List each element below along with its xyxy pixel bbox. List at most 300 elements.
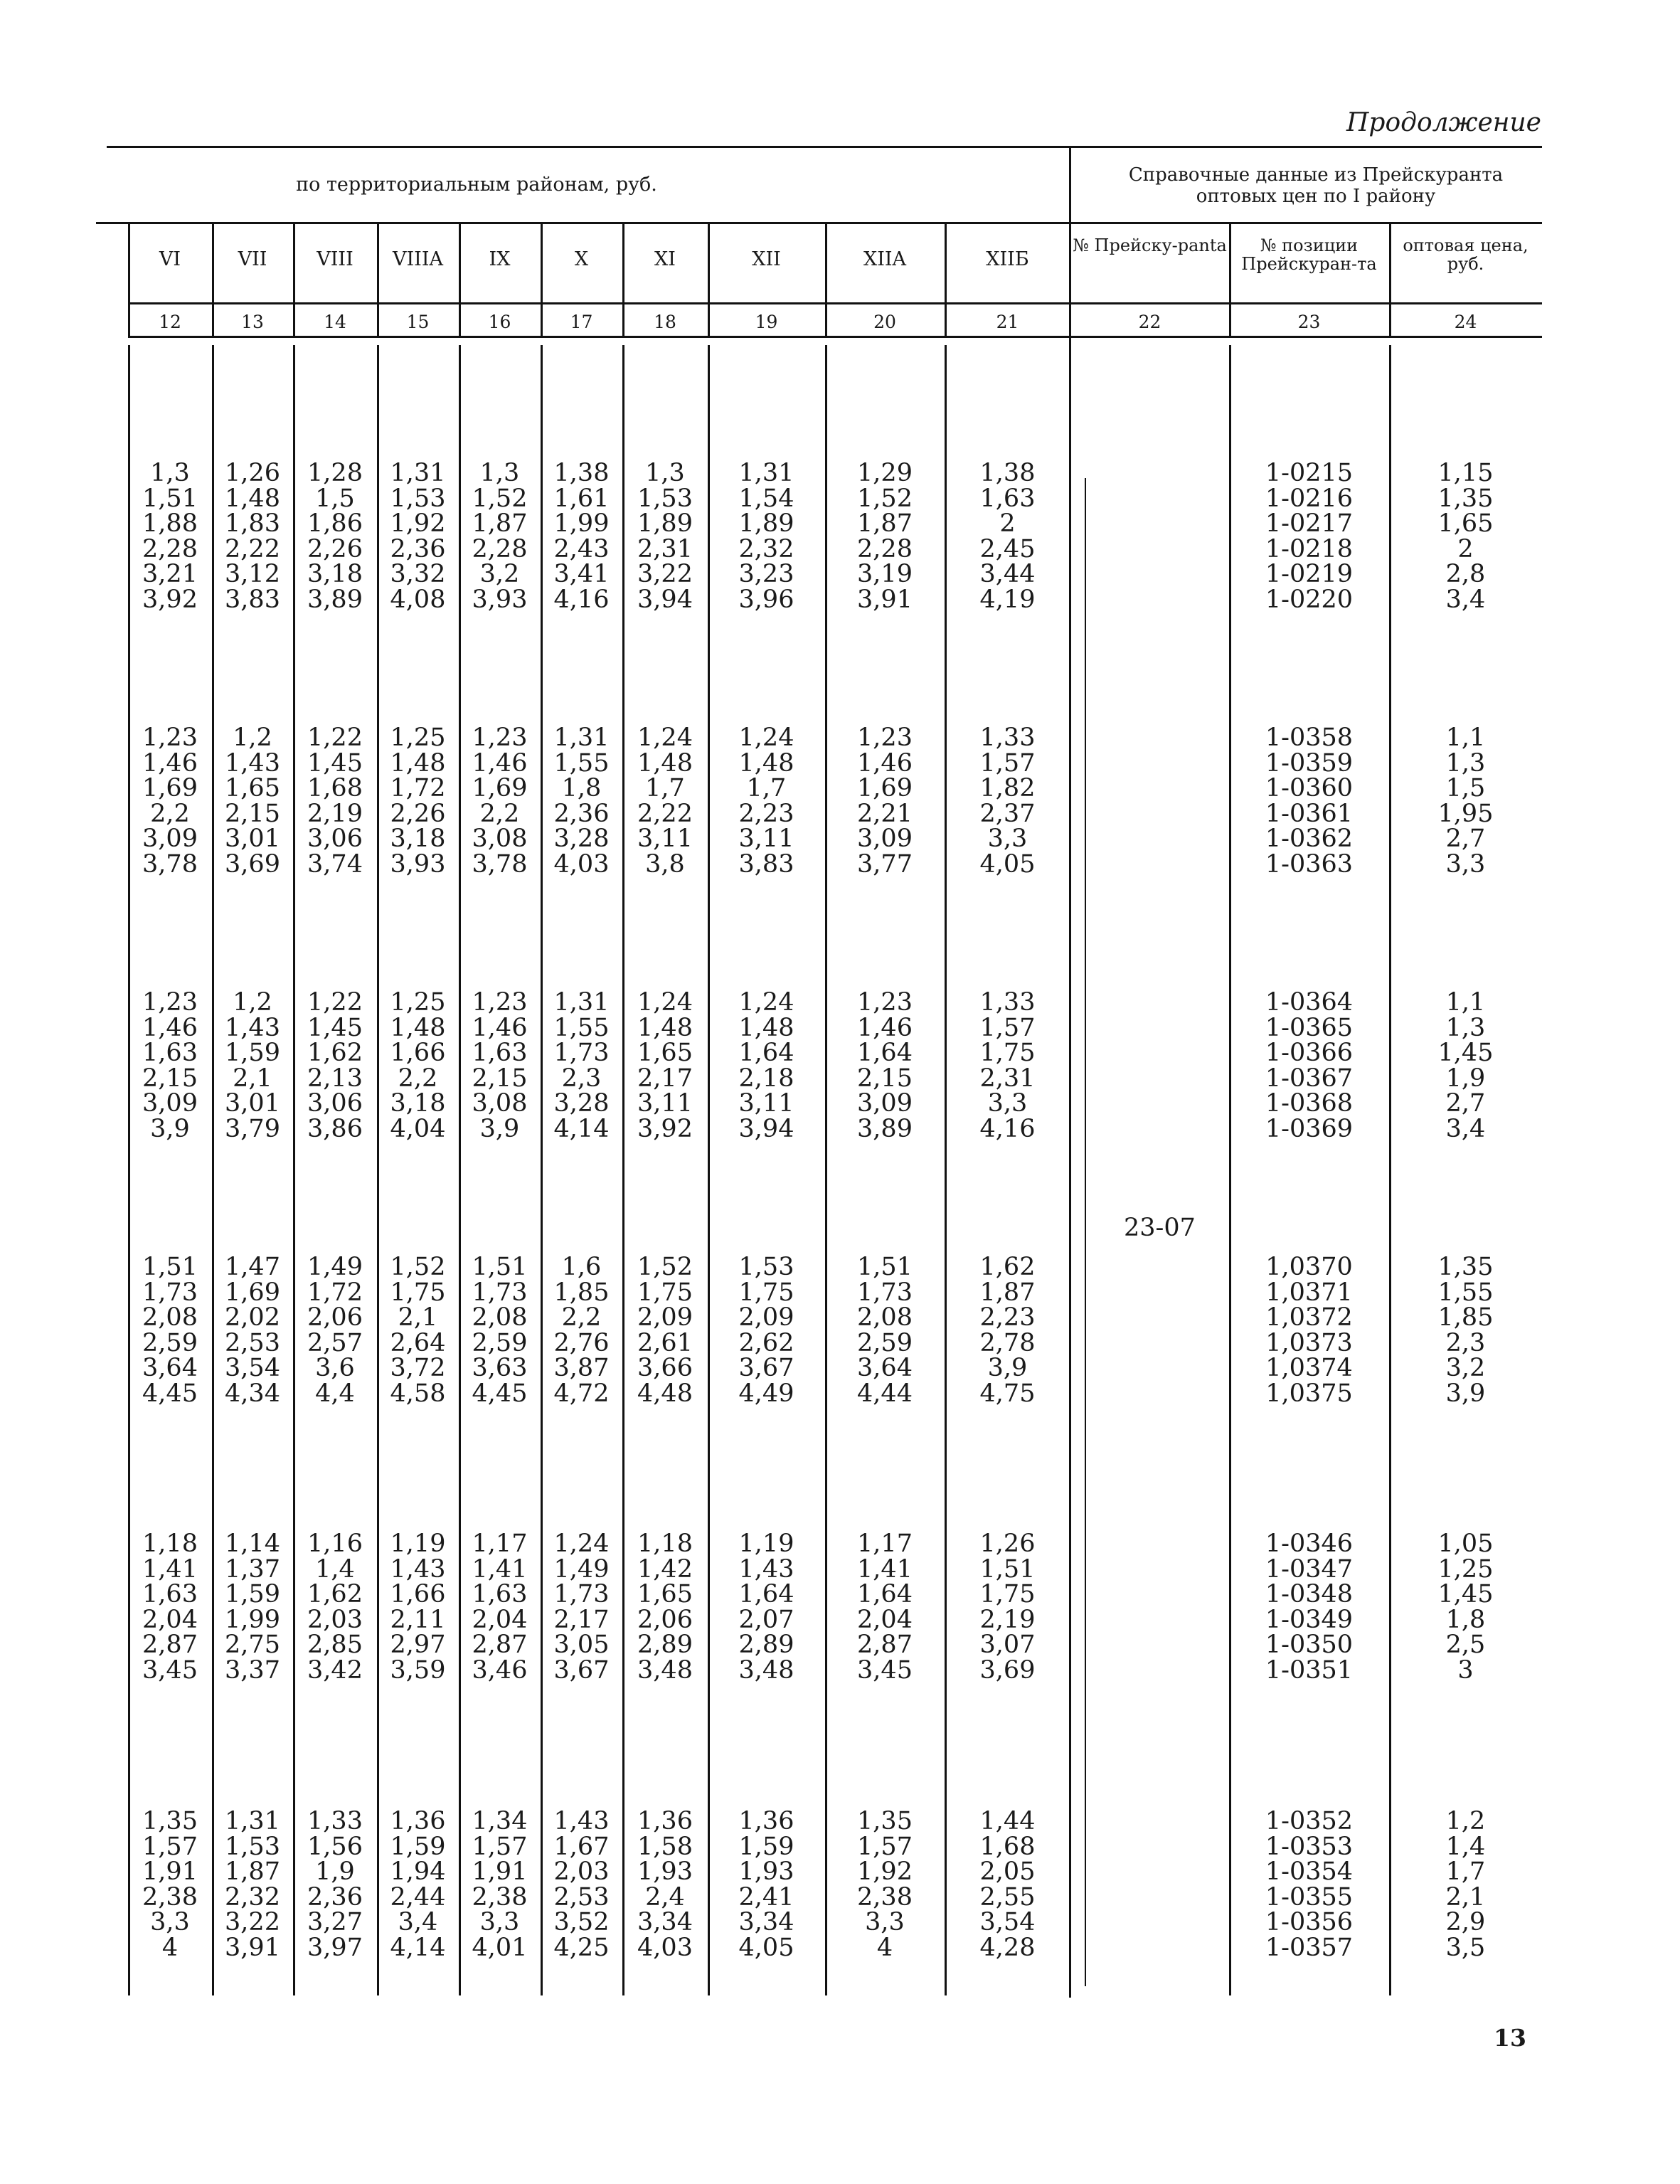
table-cell: 1,53: [390, 484, 446, 513]
table-cell: 1-0350: [1265, 1631, 1354, 1659]
table-cell: 1,24: [553, 1530, 610, 1558]
table-cell: 1,63: [142, 1580, 198, 1608]
table-cell: 2,59: [472, 1328, 528, 1357]
table-cell: 3,3: [865, 1908, 905, 1936]
table-cell: 2,15: [857, 1064, 913, 1093]
header-rule: [96, 222, 1542, 224]
table-cell: 2,55: [979, 1882, 1036, 1912]
table-cell: 1,52: [472, 484, 528, 513]
table-cell: 4,45: [142, 1379, 198, 1408]
table-cell: 3,96: [738, 585, 794, 614]
table-cell: 3,92: [637, 1114, 693, 1143]
table-cell: 2,59: [142, 1328, 198, 1357]
table-cell: 3,91: [225, 1933, 280, 1962]
table-cell: 3,07: [979, 1631, 1036, 1659]
top-rule: [107, 146, 1542, 148]
table-cell: 3,46: [472, 1655, 528, 1685]
page-number: 13: [1494, 2024, 1526, 2052]
table-cell: 3,34: [637, 1908, 693, 1936]
table-cell: 2,41: [738, 1882, 794, 1912]
table-cell: 2,15: [225, 799, 280, 828]
table-cell: 1,0373: [1265, 1328, 1353, 1357]
table-cell: 3,67: [738, 1354, 794, 1382]
table-cell: 3,48: [738, 1655, 794, 1685]
table-cell: 1,16: [307, 1530, 363, 1558]
table-cell: 1,0375: [1265, 1379, 1353, 1408]
table-cell: 1,48: [390, 1013, 446, 1042]
table-cell: 4,48: [637, 1379, 693, 1408]
table-cell: 1-0363: [1265, 849, 1354, 879]
table-cell: 1,69: [472, 774, 528, 802]
table-cell: 1,43: [225, 748, 280, 778]
table-cell: 1,3: [479, 459, 520, 487]
table-cell: 1,85: [553, 1278, 610, 1307]
table-cell: 3,3: [987, 825, 1028, 853]
table-cell: 1,0371: [1265, 1278, 1353, 1307]
table-cell: 4,05: [979, 849, 1036, 879]
table-cell: 3,9: [479, 1114, 520, 1143]
table-cell: 1,58: [637, 1832, 693, 1861]
table-cell: 2,87: [472, 1631, 528, 1659]
table-cell: 2,09: [738, 1303, 794, 1332]
table-cell: 3,69: [979, 1655, 1036, 1685]
table-cell: 1,31: [738, 459, 794, 487]
header-bottom-rule: [128, 302, 1542, 304]
table-cell: 1-0362: [1265, 825, 1354, 853]
table-cell: 1,34: [472, 1807, 528, 1835]
table-cell: 1-0218: [1265, 534, 1354, 563]
table-cell: 2,17: [637, 1064, 693, 1093]
table-cell: 1,18: [637, 1530, 693, 1558]
table-cell: 1,94: [390, 1857, 446, 1886]
table-cell: 2,28: [472, 534, 528, 563]
table-cell: 3,94: [637, 585, 693, 614]
column-header: VI: [159, 248, 181, 270]
column-number: 21: [996, 312, 1019, 332]
table-cell: 1,4: [1445, 1832, 1486, 1861]
table-cell: 1,73: [857, 1278, 913, 1307]
table-cell: 2,38: [142, 1882, 198, 1912]
table-cell: 1,43: [738, 1554, 794, 1584]
table-cell: 1,46: [472, 748, 528, 778]
table-cell: 1,31: [225, 1807, 280, 1835]
table-cell: 1,2: [233, 988, 272, 1017]
column-number: 20: [873, 312, 896, 332]
table-cell: 1,72: [307, 1278, 363, 1307]
column-number: 22: [1138, 312, 1161, 332]
table-cell: 3,06: [307, 1089, 363, 1118]
table-cell: 1,23: [857, 988, 913, 1017]
column-header: VIIIA: [393, 248, 443, 270]
column-number: 24: [1454, 312, 1477, 332]
table-cell: 1,66: [390, 1580, 446, 1608]
table-cell: 3,89: [857, 1114, 913, 1143]
table-cell: 3,27: [307, 1908, 363, 1936]
table-cell: 1,69: [225, 1278, 280, 1307]
table-cell: 1,25: [1437, 1554, 1494, 1584]
table-cell: 1,87: [979, 1278, 1036, 1307]
table-cell: 2,44: [390, 1882, 446, 1912]
table-cell: 1,66: [390, 1039, 446, 1067]
table-cell: 1,52: [637, 1253, 693, 1281]
table-cell: 3,18: [390, 825, 446, 853]
table-cell: 3,94: [738, 1114, 794, 1143]
table-cell: 3,5: [1445, 1933, 1486, 1962]
table-cell: 1,3: [1445, 748, 1486, 778]
table-cell: 4,05: [738, 1933, 794, 1962]
table-cell: 4,19: [979, 585, 1036, 614]
table-cell: 1,22: [307, 988, 363, 1017]
table-cell: 3,9: [987, 1354, 1028, 1382]
table-cell: 2,17: [553, 1605, 610, 1634]
table-cell: 2,31: [637, 534, 693, 563]
table-cell: 1,51: [472, 1253, 528, 1281]
table-cell: 2,75: [225, 1631, 280, 1659]
table-cell: 1,92: [390, 509, 446, 538]
table-cell: 1,87: [472, 509, 528, 538]
table-cell: 1-0347: [1265, 1554, 1354, 1584]
table-cell: 1,8: [1445, 1605, 1486, 1634]
table-cell: 1,64: [738, 1039, 794, 1067]
table-cell: 2,57: [307, 1328, 363, 1357]
table-cell: 2,5: [1445, 1631, 1486, 1659]
table-cell: 3,93: [390, 849, 446, 879]
table-cell: 1,59: [225, 1580, 280, 1608]
table-cell: 1,69: [857, 774, 913, 802]
table-cell: 1-0358: [1265, 723, 1354, 752]
table-cell: 4,14: [553, 1114, 610, 1143]
table-cell: 3,77: [857, 849, 913, 879]
table-cell: 1,31: [553, 988, 610, 1017]
table-cell: 3,44: [979, 560, 1036, 588]
table-cell: 2,2: [561, 1303, 602, 1332]
column-header: оптовая цена, руб.: [1403, 235, 1529, 274]
table-cell: 1,23: [857, 723, 913, 752]
table-cell: 1,46: [472, 1013, 528, 1042]
table-cell: 4,45: [472, 1379, 528, 1408]
table-cell: 1-0365: [1265, 1013, 1354, 1042]
table-cell: 1,61: [553, 484, 610, 513]
table-cell: 1-0360: [1265, 774, 1354, 802]
table-cell: 1,95: [1437, 799, 1494, 828]
table-cell: 1,65: [637, 1580, 693, 1608]
table-cell: 1,55: [553, 748, 610, 778]
table-cell: 2,1: [1445, 1882, 1486, 1912]
table-cell: 1,7: [746, 774, 787, 802]
table-cell: 1,55: [1437, 1278, 1494, 1307]
table-cell: 1,2: [1445, 1807, 1486, 1835]
table-cell: 1,36: [390, 1807, 446, 1835]
table-cell: 1,63: [472, 1580, 528, 1608]
table-cell: 3,08: [472, 825, 528, 853]
table-cell: 3,45: [857, 1655, 913, 1685]
table-cell: 1,73: [142, 1278, 198, 1307]
table-cell: 2,78: [979, 1328, 1036, 1357]
table-cell: 2,15: [472, 1064, 528, 1093]
table-cell: 1-0361: [1265, 799, 1354, 828]
table-cell: 3,4: [1445, 1114, 1486, 1143]
table-cell: 2: [1457, 534, 1474, 563]
table-cell: 2,19: [307, 799, 363, 828]
table-cell: 1,87: [857, 509, 913, 538]
table-cell: 2,32: [738, 534, 794, 563]
column-number: 19: [755, 312, 778, 332]
table-cell: 1,73: [553, 1580, 610, 1608]
table-cell: 3,05: [553, 1631, 610, 1659]
table-cell: 2,61: [637, 1328, 693, 1357]
column-header: VII: [238, 248, 267, 270]
table-cell: 1,73: [472, 1278, 528, 1307]
table-cell: 1-0216: [1265, 484, 1354, 513]
table-cell: 1,62: [979, 1253, 1036, 1281]
table-cell: 1,5: [315, 484, 355, 513]
table-cell: 1,53: [738, 1253, 794, 1281]
table-cell: 1,4: [315, 1554, 355, 1584]
table-cell: 1,43: [390, 1554, 446, 1584]
table-cell: 3,12: [225, 560, 280, 588]
table-cell: 2,64: [390, 1328, 446, 1357]
table-cell: 1,68: [979, 1832, 1036, 1861]
table-cell: 1-0367: [1265, 1064, 1354, 1093]
table-cell: 2,11: [390, 1605, 446, 1634]
column-number: 17: [570, 312, 593, 332]
table-cell: 4: [161, 1933, 179, 1962]
table-cell: 2,2: [479, 799, 520, 828]
column-header: XI: [654, 248, 676, 270]
table-cell: 1,64: [857, 1039, 913, 1067]
table-cell: 2,05: [979, 1857, 1036, 1886]
table-cell: 1,89: [738, 509, 794, 538]
column-number-rule: [128, 336, 1542, 338]
table-cell: 4,16: [979, 1114, 1036, 1143]
table-cell: 1-0355: [1265, 1882, 1354, 1912]
table-cell: 3,8: [645, 849, 685, 879]
table-cell: 1,41: [857, 1554, 913, 1584]
column-number: 15: [406, 312, 430, 332]
table-cell: 2,23: [738, 799, 794, 828]
table-cell: 3,18: [307, 560, 363, 588]
table-cell: 1,65: [637, 1039, 693, 1067]
table-cell: 1-0215: [1265, 459, 1354, 487]
table-cell: 1,48: [637, 748, 693, 778]
table-cell: 3,42: [307, 1655, 363, 1685]
table-cell: 2,87: [142, 1631, 198, 1659]
table-cell: 1,99: [553, 509, 610, 538]
table-cell: 3,69: [225, 849, 280, 879]
table-cell: 2,37: [979, 799, 1036, 828]
table-cell: 1-0364: [1265, 988, 1354, 1017]
table-cell: 1,24: [637, 988, 693, 1017]
table-cell: 2,04: [472, 1605, 528, 1634]
table-cell: 1,35: [1437, 1253, 1494, 1281]
table-cell: 1,75: [979, 1039, 1036, 1067]
table-cell: 3,45: [142, 1655, 198, 1685]
table-cell: 4,25: [553, 1933, 610, 1962]
table-cell: 2,2: [398, 1064, 438, 1093]
table-cell: 1,59: [738, 1832, 794, 1861]
table-cell: 2,36: [390, 534, 446, 563]
table-cell: 1,53: [225, 1832, 280, 1861]
table-cell: 2,22: [225, 534, 280, 563]
table-cell: 2,45: [979, 534, 1036, 563]
table-cell: 1-0359: [1265, 748, 1354, 778]
table-cell: 2,85: [307, 1631, 363, 1659]
table-cell: 1,23: [472, 723, 528, 752]
column-header: XII: [752, 248, 781, 270]
table-cell: 3,09: [142, 1089, 198, 1118]
table-cell: 1,29: [857, 459, 913, 487]
table-cell: 3,08: [472, 1089, 528, 1118]
table-cell: 2,4: [645, 1882, 685, 1912]
table-cell: 2,53: [225, 1328, 280, 1357]
pricelist-brace: [1085, 478, 1086, 1986]
table-cell: 1,55: [553, 1013, 610, 1042]
table-cell: 1-0356: [1265, 1908, 1354, 1936]
table-cell: 1,75: [738, 1278, 794, 1307]
table-cell: 2,15: [142, 1064, 198, 1093]
table-cell: 3,01: [225, 825, 280, 853]
table-cell: 1-0346: [1265, 1530, 1354, 1558]
table-cell: 1,35: [142, 1807, 198, 1835]
table-cell: 1,25: [390, 723, 446, 752]
table-cell: 2,43: [553, 534, 610, 563]
column-number: 14: [324, 312, 346, 332]
table-cell: 1,51: [142, 1253, 198, 1281]
table-cell: 3,2: [479, 560, 520, 588]
table-cell: 3,11: [637, 825, 693, 853]
table-cell: 3,52: [553, 1908, 610, 1936]
table-cell: 3,59: [390, 1655, 446, 1685]
table-cell: 1,2: [233, 723, 272, 752]
table-cell: 3,87: [553, 1354, 610, 1382]
table-cell: 1,36: [637, 1807, 693, 1835]
table-cell: 3,67: [553, 1655, 610, 1685]
table-cell: 1,45: [307, 748, 363, 778]
table-cell: 1,75: [390, 1278, 446, 1307]
table-cell: 1-0357: [1265, 1933, 1354, 1962]
table-cell: 1,33: [307, 1807, 363, 1835]
table-cell: 2,1: [233, 1064, 272, 1093]
table-cell: 1,26: [225, 459, 280, 487]
continued-label: Продолжение: [1346, 108, 1541, 137]
table-cell: 2,32: [225, 1882, 280, 1912]
column-number: 18: [654, 312, 676, 332]
table-cell: 4,28: [979, 1933, 1036, 1962]
table-cell: 1,17: [857, 1530, 913, 1558]
table-cell: 1,57: [857, 1832, 913, 1861]
table-cell: 1,85: [1437, 1303, 1494, 1332]
table-cell: 2,53: [553, 1882, 610, 1912]
table-cell: 4,72: [553, 1379, 610, 1408]
table-cell: 1,05: [1437, 1530, 1494, 1558]
table-cell: 3,83: [225, 585, 280, 614]
table-cell: 1,3: [1445, 1013, 1486, 1042]
column-header: № Прейску-рanta: [1073, 235, 1227, 255]
table-cell: 1,17: [472, 1530, 528, 1558]
table-cell: 1,65: [225, 774, 280, 802]
table-cell: 3,63: [472, 1354, 528, 1382]
table-cell: 1,15: [1437, 459, 1494, 487]
table-cell: 1,54: [738, 484, 794, 513]
table-cell: 1,23: [142, 988, 198, 1017]
table-cell: 1,48: [225, 484, 280, 513]
table-cell: 3,09: [142, 825, 198, 853]
table-cell: 1,48: [390, 748, 446, 778]
table-cell: 3,93: [472, 585, 528, 614]
table-cell: 2,1: [398, 1303, 438, 1332]
table-cell: 4,58: [390, 1379, 446, 1408]
table-cell: 1,8: [561, 774, 602, 802]
table-cell: 2,2: [150, 799, 190, 828]
table-cell: 1,49: [553, 1554, 610, 1584]
table-cell: 3,83: [738, 849, 794, 879]
table-cell: 1,53: [637, 484, 693, 513]
table-cell: 3,3: [150, 1908, 190, 1936]
table-cell: 1,89: [637, 509, 693, 538]
table-cell: 3,34: [738, 1908, 794, 1936]
table-cell: 1-0351: [1265, 1655, 1354, 1685]
column-header: XIIA: [863, 248, 907, 270]
table-cell: 1,35: [857, 1807, 913, 1835]
table-cell: 3,06: [307, 825, 363, 853]
table-cell: 3,28: [553, 825, 610, 853]
table-cell: 1,35: [1437, 484, 1494, 513]
table-cell: 1,87: [225, 1857, 280, 1886]
table-cell: 2,7: [1445, 1089, 1486, 1118]
table-cell: 4,01: [472, 1933, 528, 1962]
table-cell: 4,49: [738, 1379, 794, 1408]
table-cell: 3,64: [142, 1354, 198, 1382]
table-cell: 3,86: [307, 1114, 363, 1143]
column-number: 12: [159, 312, 181, 332]
table-cell: 1,59: [390, 1832, 446, 1861]
table-cell: 1,48: [738, 748, 794, 778]
table-cell: 2: [999, 509, 1016, 538]
table-cell: 1,24: [738, 988, 794, 1017]
table-cell: 4,03: [553, 849, 610, 879]
table-cell: 1,86: [307, 509, 363, 538]
table-cell: 2,04: [857, 1605, 913, 1634]
table-cell: 1,23: [472, 988, 528, 1017]
table-cell: 3,01: [225, 1089, 280, 1118]
table-cell: 3,72: [390, 1354, 446, 1382]
table-cell: 1,48: [738, 1013, 794, 1042]
table-cell: 1,73: [553, 1039, 610, 1067]
table-cell: 1,63: [142, 1039, 198, 1067]
table-cell: 2,08: [142, 1303, 198, 1332]
table-cell: 3,22: [637, 560, 693, 588]
table-cell: 1,91: [472, 1857, 528, 1886]
table-cell: 1,18: [142, 1530, 198, 1558]
table-cell: 1,19: [738, 1530, 794, 1558]
table-cell: 3,23: [738, 560, 794, 588]
table-cell: 1,26: [979, 1530, 1036, 1558]
table-cell: 1,22: [307, 723, 363, 752]
table-cell: 1,6: [561, 1253, 602, 1281]
table-cell: 3,89: [307, 585, 363, 614]
column-number: 13: [241, 312, 264, 332]
table-cell: 1,63: [472, 1039, 528, 1067]
table-cell: 3,79: [225, 1114, 280, 1143]
table-cell: 2,06: [307, 1303, 363, 1332]
table-cell: 2,8: [1445, 560, 1486, 588]
table-cell: 2,59: [857, 1328, 913, 1357]
table-cell: 2,28: [142, 534, 198, 563]
table-cell: 1,1: [1445, 988, 1486, 1017]
table-cell: 3,18: [390, 1089, 446, 1118]
table-cell: 2,38: [472, 1882, 528, 1912]
table-cell: 3,2: [1445, 1354, 1486, 1382]
